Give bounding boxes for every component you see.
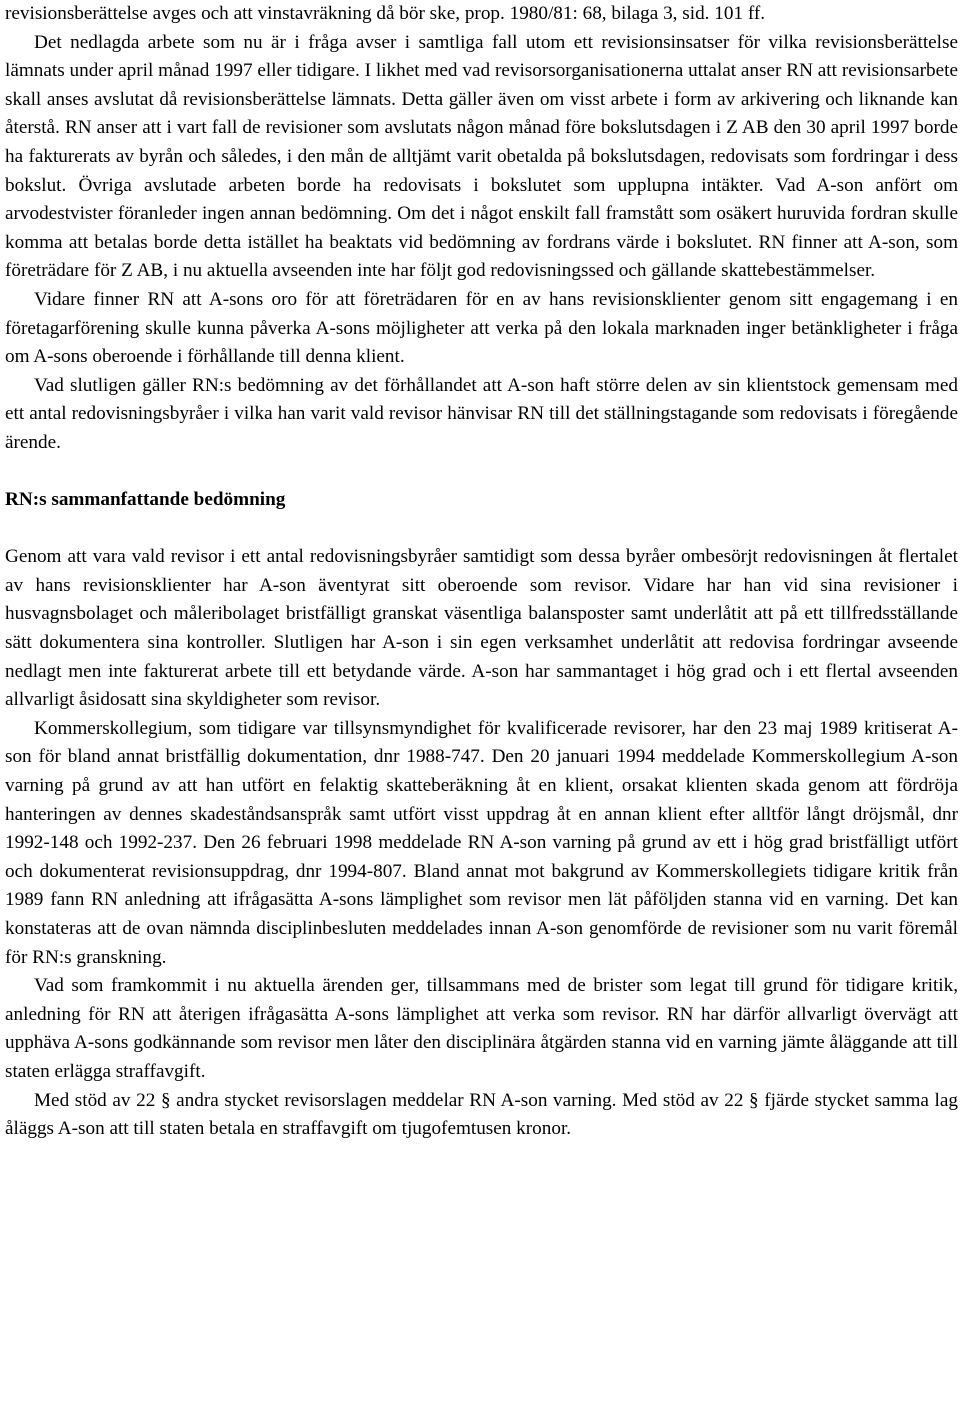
paragraph-consideration: Vad som framkommit i nu aktuella ärenden ger, tillsammans med de brister som legat till grund för tidigare kritik, anledning för RN att återigen ifrågasätta A-sons lämplighet att verka som revisor. RN har därför allvarligt övervägt att upphäva A-sons godkännande som revisor men låter den disciplinära åtgärden stanna vid en varning jämte åläggande att till staten erlägga straffavgift. bbox=[5, 975, 958, 1082]
spacer bbox=[5, 515, 958, 544]
spacer bbox=[5, 458, 958, 487]
paragraph-independence: Vidare finner RN att A-sons oro för att företrädaren för en av hans revisionsklienter genom sitt engagemang i en företagarförening skulle kunna påverka A-sons möjligheter att verka på den lokala marknaden inger betänkligheter i fråga om A-sons oberoende i förhållande till denna klient. bbox=[5, 288, 958, 368]
paragraph-prior-disciplinary: Kommerskollegium, som tidigare var tillsynsmyndighet för kvalificerade revisorer, har den 23 maj 1989 kritiserat A-son för bland annat bristfällig dokumentation, dnr 1988-747. Den 20 januari 1994 meddelade Kommerskollegium A-son varning på grund av att han utfört en felaktig skatteberäkning åt en klient, orsakat klienten skada genom att fördröja hanteringen av dennes skadeståndsanspråk samt utfört visst uppdrag åt en annan klient efter alltför långt dröjsmål, dnr 1992-148 och 1992-237. Den 26 februari 1998 meddelade RN A-son varning på grund av ett i hög grad bristfälligt utfört och dokumenterat revisionsuppdrag, dnr 1994-807. Bland annat mot bakgrund av Kommerskollegiets tidigare kritik från 1989 fann RN anledning att ifrågasätta A-sons lämplighet som revisor men lät påföljden stanna vid en varning. Det kan konstateras att de ovan nämnda disciplinbesluten meddelades innan A-son genomförde de revisioner som nu varit föremål för RN:s granskning. bbox=[5, 717, 958, 968]
paragraph-unbilled-work: Det nedlagda arbete som nu är i fråga avser i samtliga fall utom ett revisionsinsatser för vilka revisionsberättelse lämnats under april månad 1997 eller tidigare. I likhet med vad revisorsorganisationerna uttalat anser RN att revisionsarbete skall anses avslutat då revisionsberättelse lämnats. Detta gäller även om visst arbete i form av arkivering och liknande kan återstå. RN anser att i vart fall de revisioner som avslutats någon månad före bokslutsdagen i Z AB den 30 april 1997 borde ha fakturerats av byrån och således, i den mån de alltjämt varit obetalda på bokslutsdagen, redovisats som fordringar i dess bokslut. Övriga avslutade arbeten borde ha redovisats i bokslutet som upplupna intäkter. Vad A-son anfört om arvodestvister föranleder ingen annan bedömning. Om det i något enskilt fall framstått som osäkert huruvida fordran skulle komma att betalas borde detta istället ha beaktats vid bedömning av fordrans värde i bokslutet. RN finner att A-son, som företrädare för Z AB, i nu aktuella avseenden inte har följt god redovisningssed och gällande skattebestämmelser. bbox=[5, 31, 958, 282]
paragraph-client-stock: Vad slutligen gäller RN:s bedömning av det förhållandet att A-son haft större delen av sin klientstock gemensam med ett antal redovisningsbyråer i vilka han varit vald revisor hänvisar RN till det ställningstagande som redovisats i föregående ärende. bbox=[5, 374, 958, 453]
document-page bbox=[5, 0, 958, 1144]
paragraph-decision: Med stöd av 22 § andra stycket revisorslagen meddelar RN A-son varning. Med stöd av 22 § fjärde stycket samma lag åläggs A-son att till staten betala en straffavgift om tjugofemtusen kronor. bbox=[5, 1089, 958, 1140]
paragraph-continuation: revisionsberättelse avges och att vinstavräkning då bör ske, prop. 1980/81: 68, bilaga 3, sid. 101 ff. bbox=[5, 3, 766, 24]
paragraph-summary-assessment: Genom att vara vald revisor i ett antal redovisningsbyråer samtidigt som dessa byråer ombesörjt redovisningen åt flertalet av hans revisionsklienter har A-son äventyrat sitt oberoende som revisor. Vidare har han vid sina revisioner i husvagnsbolaget och måleribolaget bristfälligt granskat väsentliga balansposter samt underlåtit att på ett tillfredsställande sätt dokumentera sina kontroller. Slutligen har A-son i sin egen verksamhet underlåtit att redovisa fordringar avseende nedlagt men inte fakturerat arbete till ett betydande värde. A-son har sammantaget i hög grad och i ett flertal avseenden allvarligt åsidosatt sina skyldigheter som revisor. bbox=[5, 546, 958, 711]
section-heading: RN:s sammanfattande bedömning bbox=[5, 489, 286, 511]
